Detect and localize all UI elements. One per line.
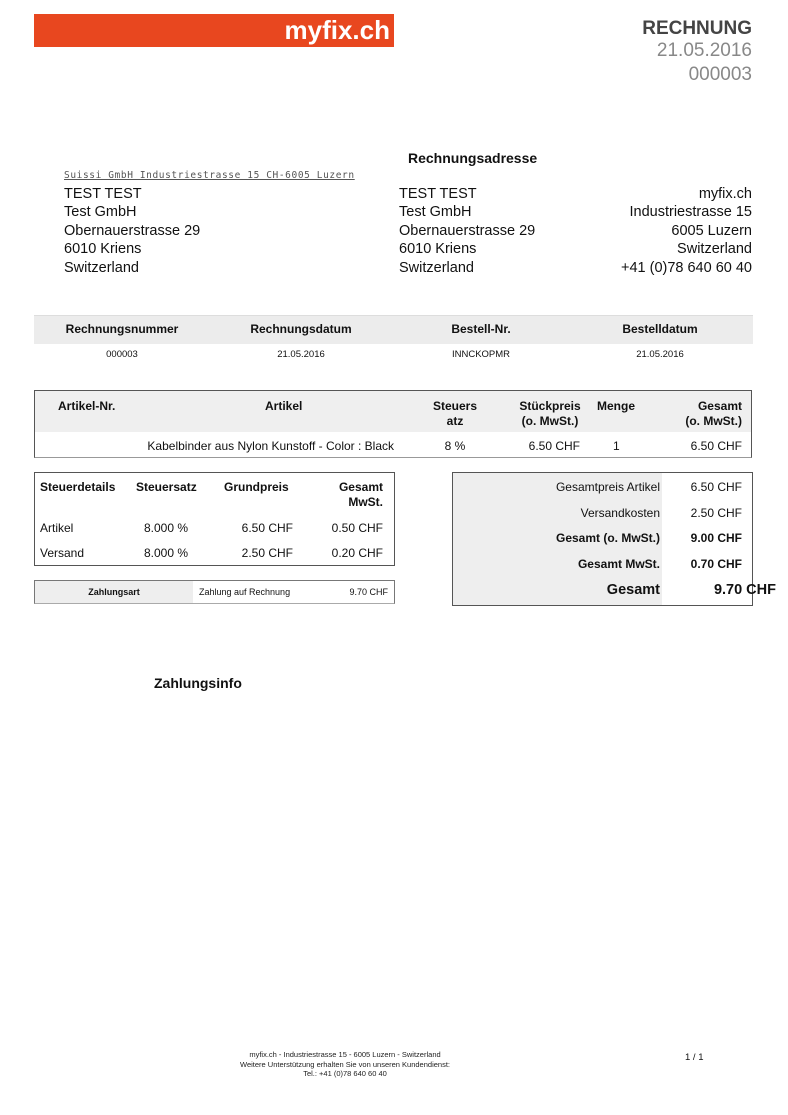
- sender-line: Suissi GmbH Industriestrasse 15 CH-6005 Luzern: [64, 170, 355, 181]
- invoice-date-header: Rechnungsdatum: [250, 322, 352, 336]
- tax-col-total-line1: Gesamt: [338, 480, 383, 494]
- tax-col-details: Steuerdetails: [40, 480, 116, 494]
- invoice-number-value: 000003: [106, 349, 138, 360]
- tax-row-label: Versand: [40, 546, 85, 560]
- total-label-shipping: Versandkosten: [580, 506, 660, 520]
- order-number-value: INNCKOPMR: [451, 349, 511, 360]
- invoice-date-value: 21.05.2016: [277, 349, 325, 360]
- tax-row-total: 0.50 CHF: [331, 521, 383, 535]
- address-line: Switzerland: [677, 241, 752, 258]
- item-article: Kabelbinder aus Nylon Kunstoff - Color : Black: [147, 439, 394, 453]
- address-line: 6010 Kriens: [399, 241, 477, 258]
- items-table-header: [35, 391, 751, 432]
- order-number-header: Bestell-Nr.: [451, 322, 511, 336]
- order-date-header: Bestelldatum: [622, 322, 698, 336]
- payment-info-heading: Zahlungsinfo: [154, 675, 242, 691]
- col-total: [685, 399, 742, 429]
- item-tax-rate: 8 %: [444, 439, 466, 453]
- invoice-number-header: Rechnungsnummer: [65, 322, 179, 336]
- document-date: 21.05.2016: [656, 40, 752, 61]
- document-title: RECHNUNG: [642, 18, 752, 39]
- tax-row-base: 6.50 CHF: [241, 521, 293, 535]
- billing-address: [399, 185, 535, 277]
- address-line: +41 (0)78 640 60 40: [620, 259, 752, 276]
- address-line: Test GmbH: [399, 204, 472, 221]
- address-line: Obernauerstrasse 29: [399, 222, 536, 239]
- total-label-grand: Gesamt: [606, 582, 660, 598]
- tax-col-total-line2: MwSt.: [348, 495, 383, 509]
- billing-address-heading: Rechnungsadresse: [408, 150, 538, 166]
- footer-line: Weitere Unterstützung erhalten Sie von unseren Kundendienst:: [240, 1059, 450, 1069]
- col-total-line2: (o. MwSt.): [685, 414, 742, 428]
- tax-row-base: 2.50 CHF: [241, 546, 293, 560]
- address-line: 6010 Kriens: [64, 241, 142, 258]
- company-logo: myfix.ch: [34, 14, 394, 47]
- col-unit-price-line1: Stückpreis: [519, 399, 581, 413]
- address-line: Industriestrasse 15: [629, 204, 752, 221]
- total-value-vat: 0.70 CHF: [690, 557, 742, 571]
- item-quantity: 1: [613, 439, 620, 453]
- col-total-line1: Gesamt: [697, 399, 742, 413]
- address-line: Obernauerstrasse 29: [64, 222, 201, 239]
- address-line: Test GmbH: [64, 204, 137, 221]
- address-line: myfix.ch: [698, 186, 752, 202]
- shipping-address: [64, 185, 200, 277]
- tax-row-rate: 8.000 %: [144, 521, 189, 535]
- address-line: Switzerland: [64, 259, 139, 276]
- item-total: 6.50 CHF: [690, 439, 742, 453]
- col-tax-rate-line1: Steuers: [432, 399, 478, 413]
- total-value-articles: 6.50 CHF: [690, 480, 742, 494]
- document-number: 000003: [688, 64, 752, 85]
- tax-row-label: Artikel: [40, 521, 74, 535]
- payment-method-value: Zahlung auf Rechnung: [199, 587, 291, 597]
- company-address: [621, 185, 752, 277]
- col-article-number: Artikel-Nr.: [58, 399, 116, 413]
- footer-line: Tel.: +41 (0)78 640 60 40: [303, 1069, 387, 1078]
- address-line: 6005 Luzern: [671, 222, 752, 239]
- total-label-net: Gesamt (o. MwSt.): [555, 531, 660, 545]
- col-tax-rate-line2: atz: [446, 414, 464, 428]
- item-unit-price: 6.50 CHF: [528, 439, 580, 453]
- total-label-articles: Gesamtpreis Artikel: [555, 480, 660, 494]
- address-line: TEST TEST: [64, 186, 142, 202]
- tax-row-rate: 8.000 %: [144, 546, 189, 560]
- total-value-net: 9.00 CHF: [690, 531, 742, 545]
- payment-amount: 9.70 CHF: [349, 587, 388, 597]
- col-unit-price-line2: (o. MwSt.): [521, 414, 579, 428]
- order-date-value: 21.05.2016: [636, 349, 684, 360]
- address-line: TEST TEST: [399, 186, 477, 202]
- tax-col-total: [339, 480, 383, 510]
- payment-method-label: Zahlungsart: [35, 581, 193, 603]
- total-value-shipping: 2.50 CHF: [690, 506, 742, 520]
- col-tax-rate: [420, 399, 490, 429]
- address-line: Switzerland: [399, 259, 474, 276]
- tax-col-base-price: Grundpreis: [224, 480, 289, 494]
- tax-col-rate: Steuersatz: [136, 480, 197, 494]
- page-number: 1 / 1: [685, 1052, 704, 1063]
- col-unit-price: [500, 399, 600, 429]
- total-value-grand: 9.70 CHF: [713, 582, 776, 598]
- tax-row-total: 0.20 CHF: [331, 546, 383, 560]
- col-quantity: Menge: [597, 399, 636, 413]
- col-article: Artikel: [265, 399, 303, 413]
- footer-line: myfix.ch - Industriestrasse 15 - 6005 Luzern - Switzerland: [249, 1050, 441, 1059]
- footer: [0, 1050, 690, 1079]
- total-label-vat: Gesamt MwSt.: [577, 557, 660, 571]
